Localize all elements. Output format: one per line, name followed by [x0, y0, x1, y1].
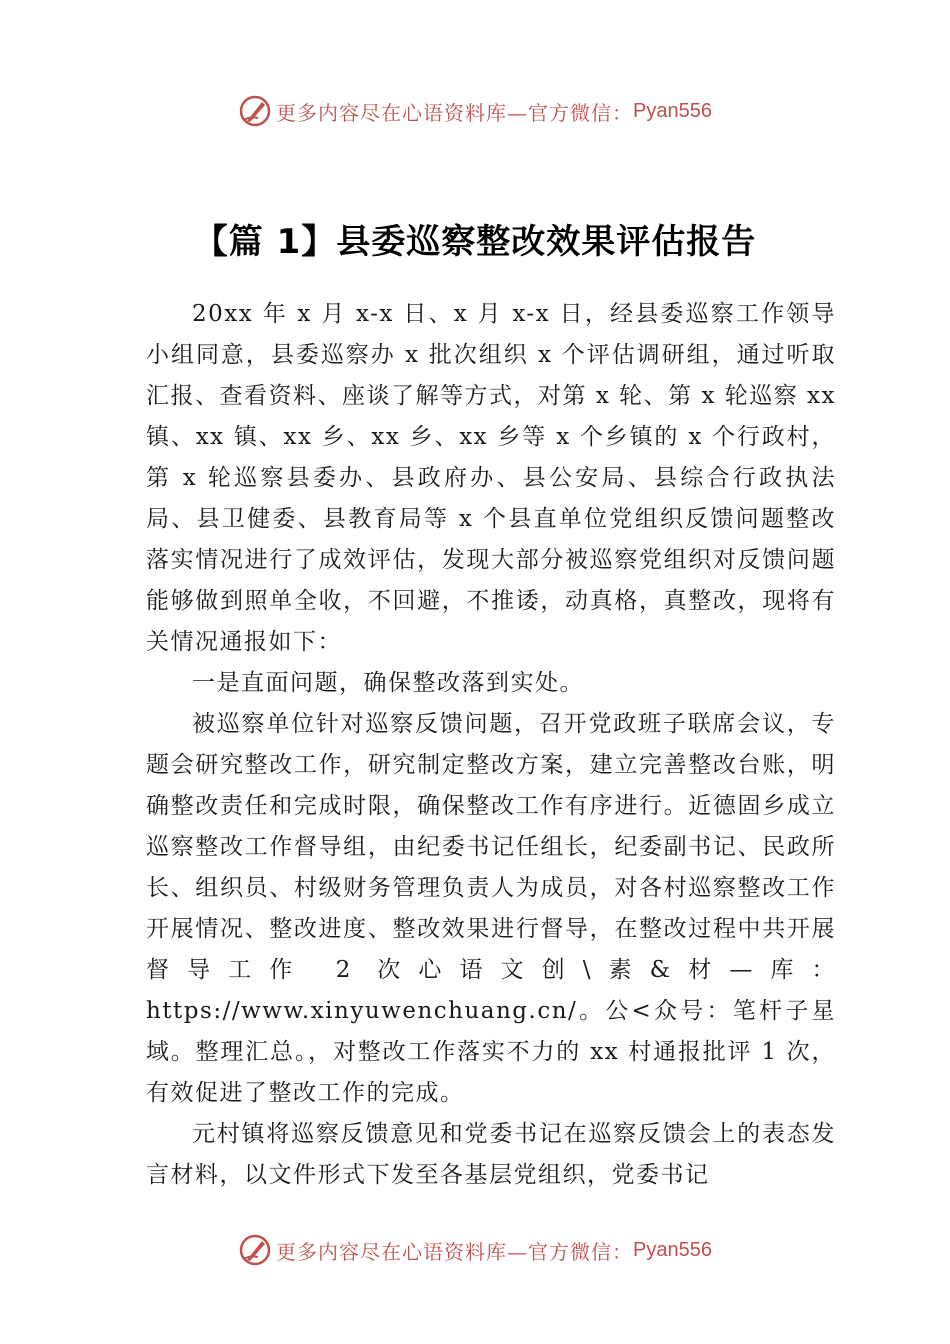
quill-pen-logo-icon	[238, 94, 272, 128]
watermark-wechat-id: Pyan556	[633, 1238, 712, 1261]
quill-pen-logo-icon	[238, 1233, 272, 1267]
paragraph-yuancun: 元村镇将巡察反馈意见和党委书记在巡察反馈会上的表态发言材料，以文件形式下发至各基层党组织，党委书记	[146, 1121, 836, 1188]
document-title: 【篇 1】县委巡察整改效果评估报告	[193, 222, 757, 262]
watermark-text: 更多内容尽在心语资料库—官方微信：	[276, 100, 634, 125]
watermark-text: 更多内容尽在心语资料库—官方微信：	[276, 1239, 634, 1264]
document-body	[146, 294, 836, 1196]
footer-watermark	[0, 1233, 950, 1267]
paragraph-heading-one: 一是直面问题，确保整改落到实处。	[192, 670, 584, 696]
header-watermark	[0, 94, 950, 128]
paragraph-rectification: 被巡察单位针对巡察反馈问题，召开党政班子联席会议，专题会研究整改工作，研究制定整改方案，建立完善整改台账，明确整改责任和完成时限，确保整改工作有序进行。近德固乡成立巡察整改工作督导组，由纪委书记任组长，纪委副书记、民政所长、组织员、村级财务管理负责人为成员，对各村巡察整改工作开展情况、整改进度、整改效果进行督导，在整改过程中共开展督导工作 2 次心语文创\素&材—库：https://www.xinyuwenchuang.cn/。公<众号：笔杆子星域。整理汇总。，对整改工作落实不力的 xx 村通报批评 1 次，有效促进了整改工作的完成。	[146, 711, 836, 1106]
watermark-wechat-id: Pyan556	[633, 99, 712, 122]
paragraph-intro: 20xx 年 x 月 x-x 日、x 月 x-x 日，经县委巡察工作领导小组同意，县委巡察办 x 批次组织 x 个评估调研组，通过听取汇报、查看资料、座谈了解等方式，对第 x 轮、第 x 轮巡察 xx 镇、xx 镇、xx 乡、xx 乡、xx 乡等 x 个乡镇的 x 个行政村，第 x 轮巡察县委办、县政府办、县公安局、县综合行政执法局、县卫健委、县教育局等 x 个县直单位党组织反馈问题整改落实情况进行了成效评估，发现大部分被巡察党组织对反馈问题能够做到照单全收，不回避，不推诿，动真格，真整改，现将有关情况通报如下：	[146, 301, 836, 655]
